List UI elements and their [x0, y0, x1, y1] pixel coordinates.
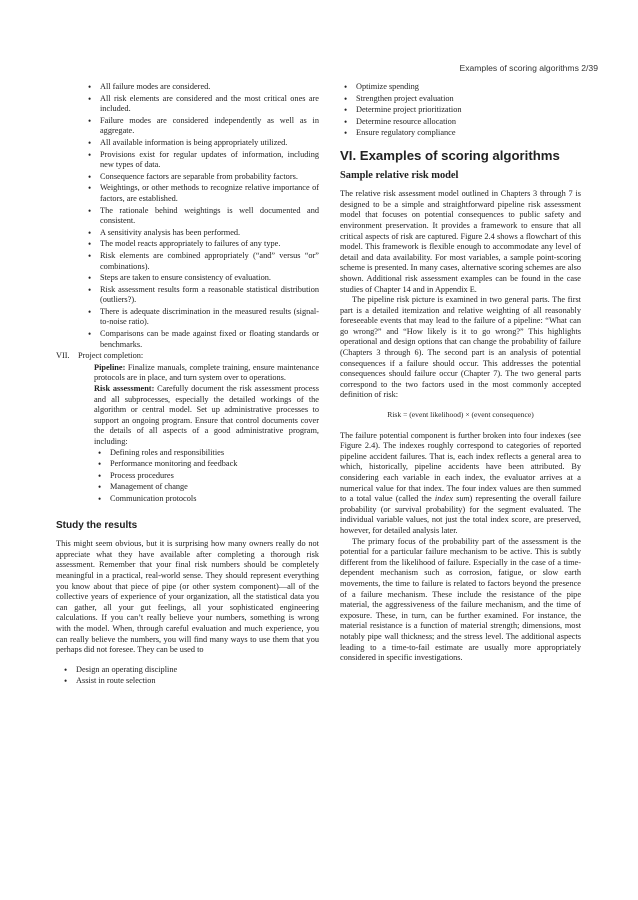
list-item: • Performance monitoring and feedback [94, 459, 319, 470]
body-text: ) representing the overall failure probability (or survival probability) for the segment evaluated. The individual variable values, not just the total index score, are preserved, however, for detailed analysis later. [340, 494, 581, 535]
list-item: • Optimize spending [340, 82, 581, 93]
list-item: • All failure modes are considered. [84, 82, 319, 93]
list-item: • A sensitivity analysis has been performed. [84, 228, 319, 239]
list-item: • All risk elements are considered and the most critical ones are included. [84, 94, 319, 115]
body-paragraph: The relative risk assessment model outlined in Chapters 3 through 7 is designed to be a simple and straightforward pipeline risk assessment model that focuses on potential consequences to public safety and environment preservation. It provides a framework to ensure that all critical aspects of risk are captured. Figure 2.4 shows a flowchart of this model. This framework is flexible enough to accommodate any level of detail and data availability. For most variables, a sample point-scoring scheme is presented. In many cases, alternative scoring schemes are also shown. Additional risk assessment examples can be found in the case studies of Chapter 14 and in Appendix E. [340, 189, 581, 294]
emphasis-text: index sum [434, 494, 470, 504]
pipeline-paragraph [94, 363, 319, 384]
list-item: • Comparisons can be made against fixed or floating standards or benchmarks. [84, 329, 319, 350]
risk-assessment-label: Risk assessment: [94, 384, 155, 394]
list-item: • Ensure regulatory compliance [340, 128, 581, 139]
study-results-paragraph: This might seem obvious, but it is surprising how many owners really do not appreciate what they have available after completing a thorough risk assessment. Remember that your final risk numbers should be completely meaningful in a practical, real-world sense. They should represent everything you know about that piece of pipe (or other system component)—all of the collective years of experience of your organization, all the statistical data you can gather, all your gut feelings, all your sophisticated engineering calculations. If you can’t really believe your numbers, something is wrong with the model. When, through careful evaluation and much experience, you can really believe the numbers, you will find many ways to use them that you perhaps did not foresee. They can be used to [56, 539, 319, 655]
list-item: • Risk elements are combined appropriately (“and” versus “or” combinations). [84, 251, 319, 272]
running-header: Examples of scoring algorithms 2/39 [459, 63, 598, 73]
list-item: • Defining roles and responsibilities [94, 448, 319, 459]
risk-formula: Risk = (event likelihood) × (event consequence) [387, 410, 534, 420]
body-paragraph [340, 431, 581, 537]
list-item: • Consequence factors are separable from probability factors. [84, 172, 319, 183]
project-completion-step [56, 351, 319, 362]
uses-list-continued [340, 82, 581, 139]
section-heading: VI. Examples of scoring algorithms [340, 147, 560, 163]
criteria-list [84, 82, 319, 350]
list-item: • Process procedures [94, 471, 319, 482]
admin-program-list [94, 448, 319, 505]
list-item: • Determine project prioritization [340, 105, 581, 116]
list-item: • All available information is being appropriately utilized. [84, 138, 319, 149]
list-item: • Management of change [94, 482, 319, 493]
list-item: • Determine resource allocation [340, 117, 581, 128]
right-column [340, 82, 581, 664]
list-item: • Provisions exist for regular updates of information, including new types of data. [84, 150, 319, 171]
pipeline-label: Pipeline: [94, 362, 126, 372]
subsection-heading: Sample relative risk model [340, 169, 459, 181]
project-completion-details [78, 363, 319, 505]
left-column [56, 82, 320, 688]
body-text: The failure potential component is further broken into four indexes (see Figure 2.4). The indexes roughly correspond to categories of reported pipeline accident failures. That is, each index reflects a general area to which, historically, pipeline accidents have been attributed. By considering each variable in each index, the evaluator arrives at a numerical value for that index. The four index values are then summed to a total value (called the [340, 430, 581, 504]
list-item: • Risk assessment results form a reasonable statistical distribution (outliers?). [84, 285, 319, 306]
list-item: • The model reacts appropriately to failures of any type. [84, 239, 319, 250]
risk-assessment-paragraph [94, 384, 319, 448]
list-item: • Weightings, or other methods to recognize relative importance of factors, are established. [84, 183, 319, 204]
list-item: • Design an operating discipline [60, 665, 319, 676]
list-item: • Strengthen project evaluation [340, 94, 581, 105]
study-results-heading: Study the results [56, 519, 138, 531]
body-paragraph: The pipeline risk picture is examined in two general parts. The first part is a detailed itemization and relative weighting of all reasonably foreseeable events that may lead to the failure of a pipeline: “What can go wrong?” and “How likely is it to go wrong?” This highlights operational and design options that can change the probability of failure (Chapters 3 through 6). The second part is an analysis of potential consequences if a failure should occur. This addresses the potential consequences should failure occur (Chapter 7). The two general parts correspond to the two factors used in the most commonly accepted definition of risk: [340, 295, 581, 400]
step-title: Project completion: [78, 351, 144, 361]
list-item: • The rationale behind weightings is well documented and consistent. [84, 206, 319, 227]
risk-assessment-text: Carefully document the risk assessment process and all subprocesses, especially the detailed workings of the algorithm or central model. Set up administrative processes to support an ongoing program. Ensure that control documents cover the details of all aspects of a good administrative program, including: [94, 384, 319, 446]
list-item: • Communication protocols [94, 494, 319, 505]
list-item: • Failure modes are considered independently as well as in aggregate. [84, 116, 319, 137]
uses-list [60, 665, 319, 687]
list-item: • Steps are taken to ensure consistency of evaluation. [84, 273, 319, 284]
step-number: VII. [56, 351, 70, 361]
body-paragraph: The primary focus of the probability part of the assessment is the potential for a particular failure mechanism to be active. This is subtly different from the likelihood of failure. Especially in the case of a time-dependent mechanism such as corrosion, fatigue, or slow earth movements, the time to failure is related to factors beyond the presence of a failure mechanism. These include the resistance of the pipe material, the aggressiveness of the failure mechanism, and the time of exposure. These, in turn, can be further examined. For instance, the material resistance is a function of material strength; dimensions, most notably pipe wall thickness; and the stress level. The additional aspects leading to a time-to-fail estimate are usually more appropriately considered in specific investigations. [340, 536, 581, 663]
list-item: • There is adequate discrimination in the measured results (signal-to-noise ratio). [84, 307, 319, 328]
pipeline-text: Finalize manuals, complete training, ensure maintenance protocols are in place, and turn system over to operations. [94, 362, 320, 383]
list-item: • Assist in route selection [60, 676, 319, 687]
